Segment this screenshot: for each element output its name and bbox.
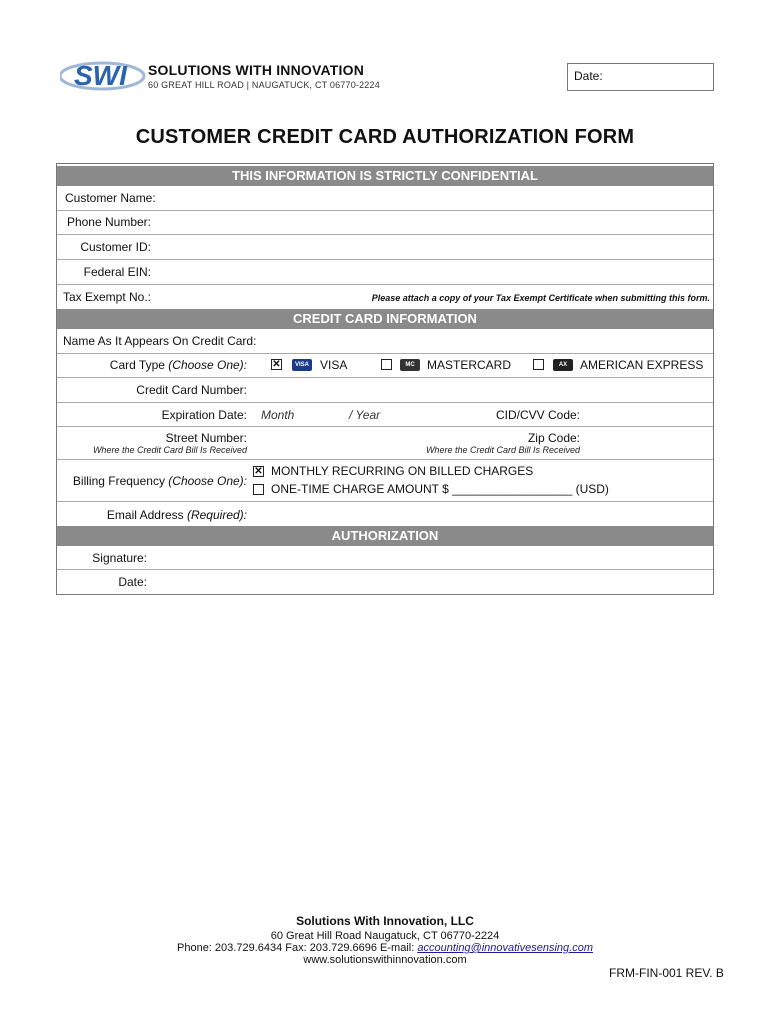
tax-exempt-note: Please attach a copy of your Tax Exempt Certificate when submitting this form. [371,293,710,303]
zip-code-label: Zip Code: [527,431,580,445]
amex-checkbox[interactable] [533,359,544,370]
cvv-label: CID/CVV Code: [495,408,580,422]
signature-label: Signature: [92,551,147,565]
footer-contact [0,942,770,954]
monthly-recurring-checkbox[interactable] [253,466,264,477]
email-address-text: Email Address [106,508,184,522]
authorization-heading: AUTHORIZATION [57,526,713,546]
row-divider [57,426,713,427]
footer-phone-fax: Phone: 203.729.6434 Fax: 203.729.6696 E-mail: [177,942,418,954]
billing-frequency-label [73,474,247,488]
check-mark-icon: ✕ [272,359,281,370]
zip-note: Where the Credit Card Bill Is Received [425,445,580,455]
company-address: 60 GREAT HILL ROAD | NAUGATUCK, CT 06770-2224 [148,80,380,90]
card-type-hint: (Choose One): [168,358,247,372]
check-mark-icon: ✕ [254,466,263,477]
row-divider [57,259,713,260]
phone-number-label: Phone Number: [66,215,151,229]
email-address-label [107,508,247,522]
date-label: Date: [574,69,603,83]
row-divider [57,284,713,285]
amex-card-icon: AX [553,359,573,371]
row-divider [57,353,713,354]
one-time-charge-checkbox[interactable] [253,484,264,495]
mastercard-label: MASTERCARD [427,358,512,372]
visa-checkbox[interactable] [271,359,282,370]
swi-logo-icon [60,56,148,96]
customer-id-label: Customer ID: [80,240,151,254]
confidential-heading: THIS INFORMATION IS STRICTLY CONFIDENTIAL [57,166,713,186]
billing-frequency-hint: (Choose One): [168,474,247,488]
row-divider [57,234,713,235]
company-logo [60,56,380,96]
visa-label: VISA [320,358,348,372]
row-divider [57,501,713,502]
credit-card-heading: CREDIT CARD INFORMATION [57,309,713,329]
row-divider [57,402,713,403]
mastercard-checkbox[interactable] [381,359,392,370]
footer-address: 60 Great Hill Road Naugatuck, CT 06770-2224 [270,930,500,942]
row-divider [57,459,713,460]
month-placeholder[interactable]: Month [261,408,295,422]
footer-email-link[interactable]: accounting@innovativesensing.com [417,942,593,954]
one-time-charge-label: ONE-TIME CHARGE AMOUNT $ __________________ (USD) [271,482,609,496]
form-revision: FRM-FIN-001 REV. B [609,966,724,980]
card-type-label [110,358,247,372]
footer-website[interactable]: www.solutionswithinnovation.com [303,954,467,966]
footer-company: Solutions With Innovation, LLC [296,914,474,928]
form-title: CUSTOMER CREDIT CARD AUTHORIZATION FORM [135,126,635,148]
logo-mark-text: SWI [74,60,127,91]
card-type-text: Card Type [109,358,165,372]
name-on-card-label: Name As It Appears On Credit Card: [63,334,257,348]
row-divider [57,210,713,211]
street-number-label: Street Number: [165,431,247,445]
card-number-label: Credit Card Number: [136,383,247,397]
row-divider [57,377,713,378]
auth-date-label: Date: [118,575,147,589]
year-placeholder[interactable]: / Year [349,408,381,422]
tax-exempt-label: Tax Exempt No.: [62,290,151,304]
visa-card-icon: VISA [292,359,312,371]
row-divider [57,569,713,570]
street-note: Where the Credit Card Bill Is Received [92,445,247,455]
mastercard-card-icon: MC [400,359,420,371]
email-address-hint: (Required): [186,508,247,522]
date-field[interactable] [567,63,714,91]
expiration-date-label: Expiration Date: [161,408,247,422]
billing-frequency-text: Billing Frequency [72,474,165,488]
federal-ein-label: Federal EIN: [83,265,151,279]
company-name: SOLUTIONS WITH INNOVATION [148,62,365,78]
amex-label: AMERICAN EXPRESS [580,358,704,372]
authorization-form [56,163,714,595]
customer-name-label: Customer Name: [65,191,156,205]
monthly-recurring-label: MONTHLY RECURRING ON BILLED CHARGES [271,464,534,478]
